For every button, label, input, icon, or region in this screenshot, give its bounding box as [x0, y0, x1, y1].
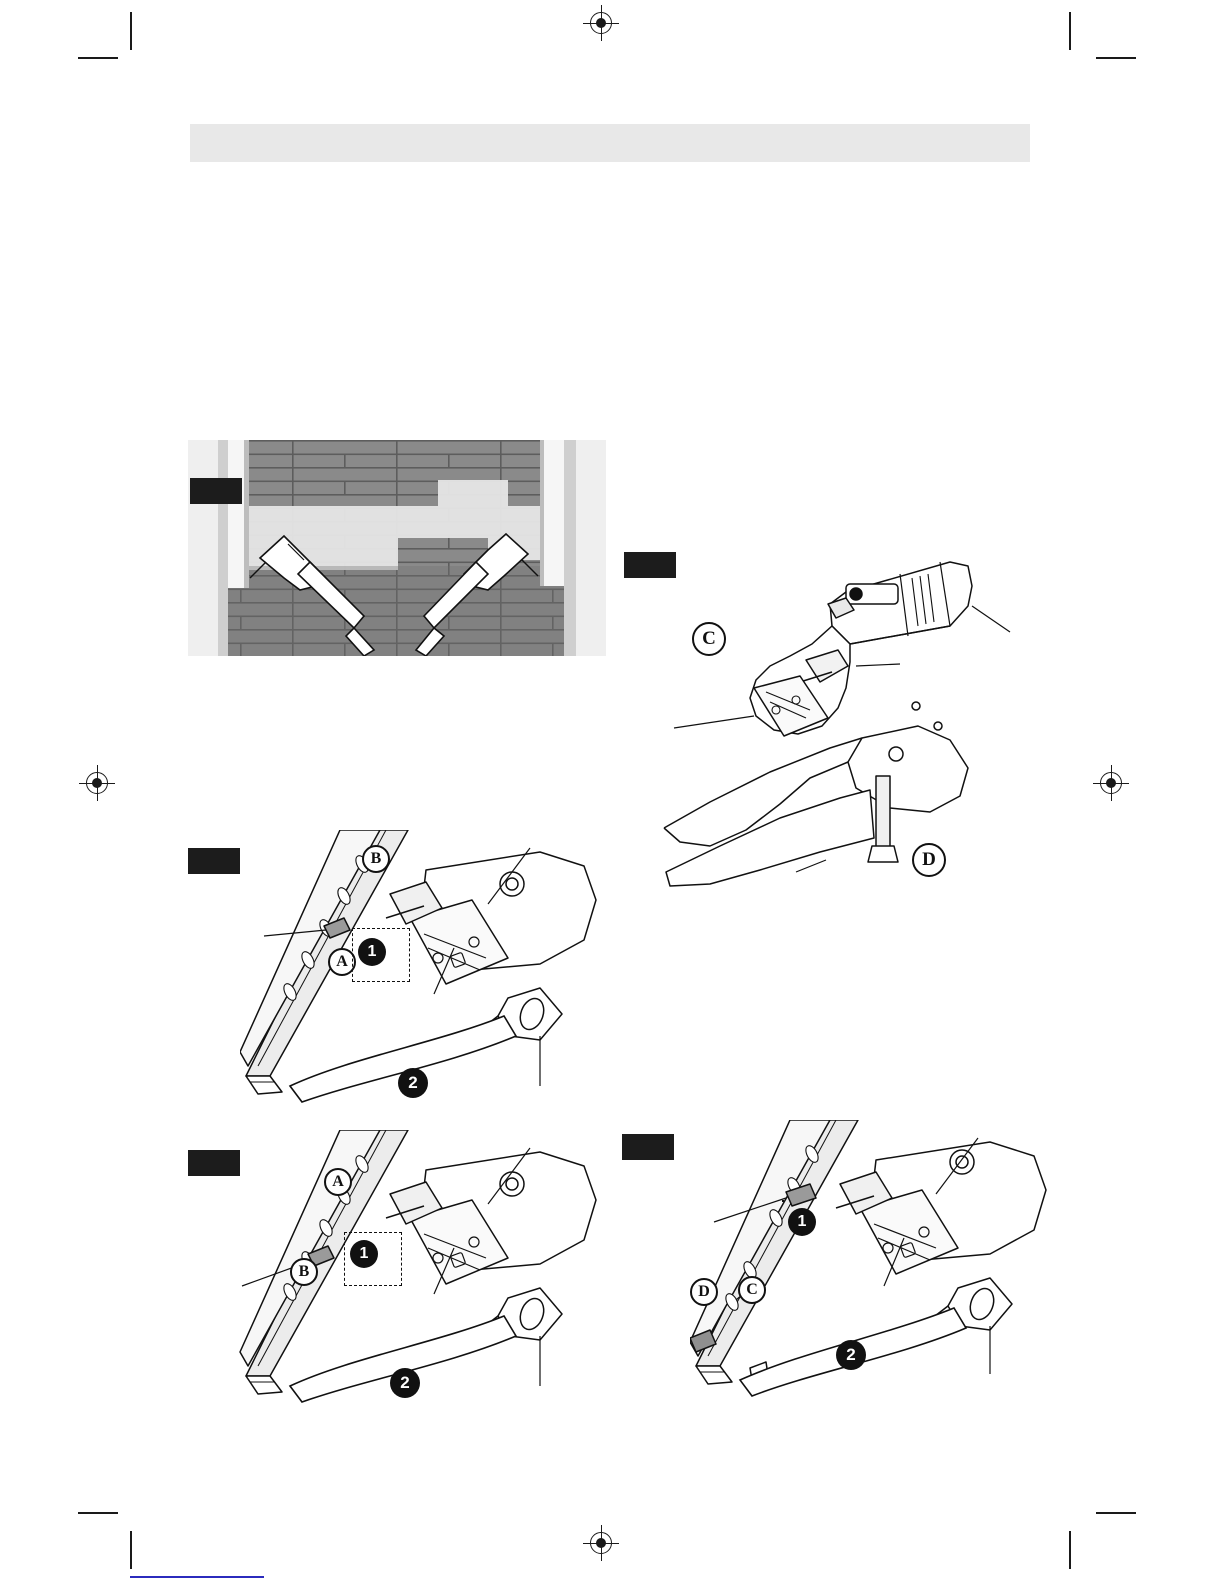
step-1-badge: 1 [358, 938, 386, 966]
callout-d: D [912, 843, 946, 877]
figure-label-chip [190, 478, 242, 504]
callout-c: C [738, 1276, 766, 1304]
callout-a: A [324, 1168, 352, 1196]
step-2-badge: 2 [390, 1368, 420, 1398]
figure-label-chip [188, 848, 240, 874]
registration-target-icon [82, 768, 112, 798]
callout-b: B [290, 1258, 318, 1286]
registration-target-icon [586, 1528, 616, 1558]
figure-label-chip [622, 1134, 674, 1160]
detail-highlight-box [782, 1200, 784, 1202]
bottom-rule [130, 1576, 264, 1578]
callout-c: C [692, 622, 726, 656]
step-2-badge: 2 [398, 1068, 428, 1098]
flooring-application-illustration [188, 440, 606, 656]
step-1-badge: 1 [350, 1240, 378, 1268]
figure-label-chip [188, 1150, 240, 1176]
crop-mark [1069, 1531, 1071, 1569]
crop-mark [130, 12, 132, 50]
step-2-badge: 2 [836, 1340, 866, 1370]
callout-b: B [362, 845, 390, 873]
registration-target-icon [586, 8, 616, 38]
crop-mark [130, 1531, 132, 1569]
blade-mount-orientation-dc [690, 1120, 1050, 1410]
crop-mark [1096, 57, 1136, 59]
crop-mark [78, 57, 118, 59]
callout-d: D [690, 1278, 718, 1306]
crop-mark [78, 1512, 118, 1514]
figure-label-chip [624, 552, 676, 578]
header-band [190, 124, 1030, 162]
step-1-badge: 1 [788, 1208, 816, 1236]
registration-target-icon [1096, 768, 1126, 798]
callout-a: A [328, 948, 356, 976]
blade-install-tool-illustration [650, 540, 1020, 900]
crop-mark [1069, 12, 1071, 50]
crop-mark [1096, 1512, 1136, 1514]
